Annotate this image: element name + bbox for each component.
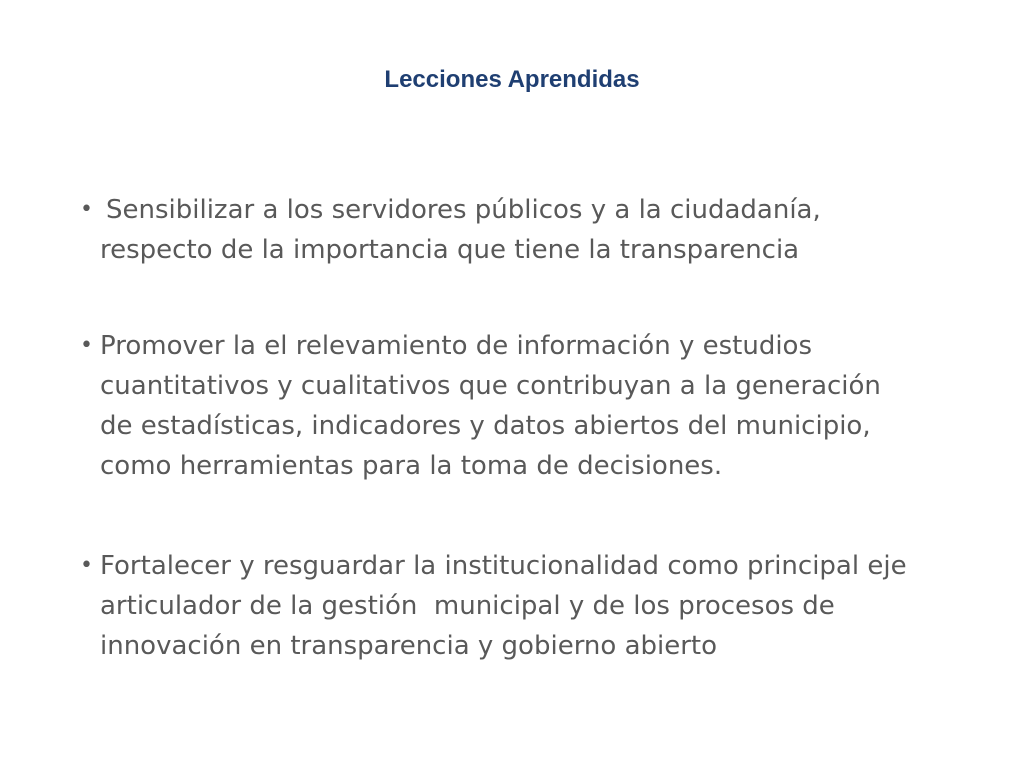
bullet-item-1 — [80, 190, 980, 270]
bullet-line: Promover la el relevamiento de información y estudios — [100, 331, 813, 361]
bullet-line: articulador de la gestión municipal y de los procesos de — [100, 591, 835, 621]
bullet-item-3 — [80, 546, 980, 666]
bullet-line: Fortalecer y resguardar la institucionalidad como principal eje — [100, 551, 907, 581]
bullet-icon: • — [80, 553, 93, 578]
bullet-icon: • — [80, 333, 93, 358]
bullet-line: Sensibilizar a los servidores públicos y a la ciudadanía, — [106, 195, 821, 225]
bullet-icon: • — [80, 197, 93, 222]
bullet-line: como herramientas para la toma de decisiones. — [100, 451, 723, 481]
bullet-list — [80, 190, 980, 666]
bullet-item-2 — [80, 326, 980, 486]
slide-title: Lecciones Aprendidas — [384, 66, 640, 93]
bullet-line: de estadísticas, indicadores y datos abiertos del municipio, — [100, 411, 871, 441]
bullet-line: respecto de la importancia que tiene la transparencia — [100, 235, 800, 265]
bullet-line: innovación en transparencia y gobierno abierto — [100, 631, 718, 661]
bullet-line: cuantitativos y cualitativos que contribuyan a la generación — [100, 371, 881, 401]
